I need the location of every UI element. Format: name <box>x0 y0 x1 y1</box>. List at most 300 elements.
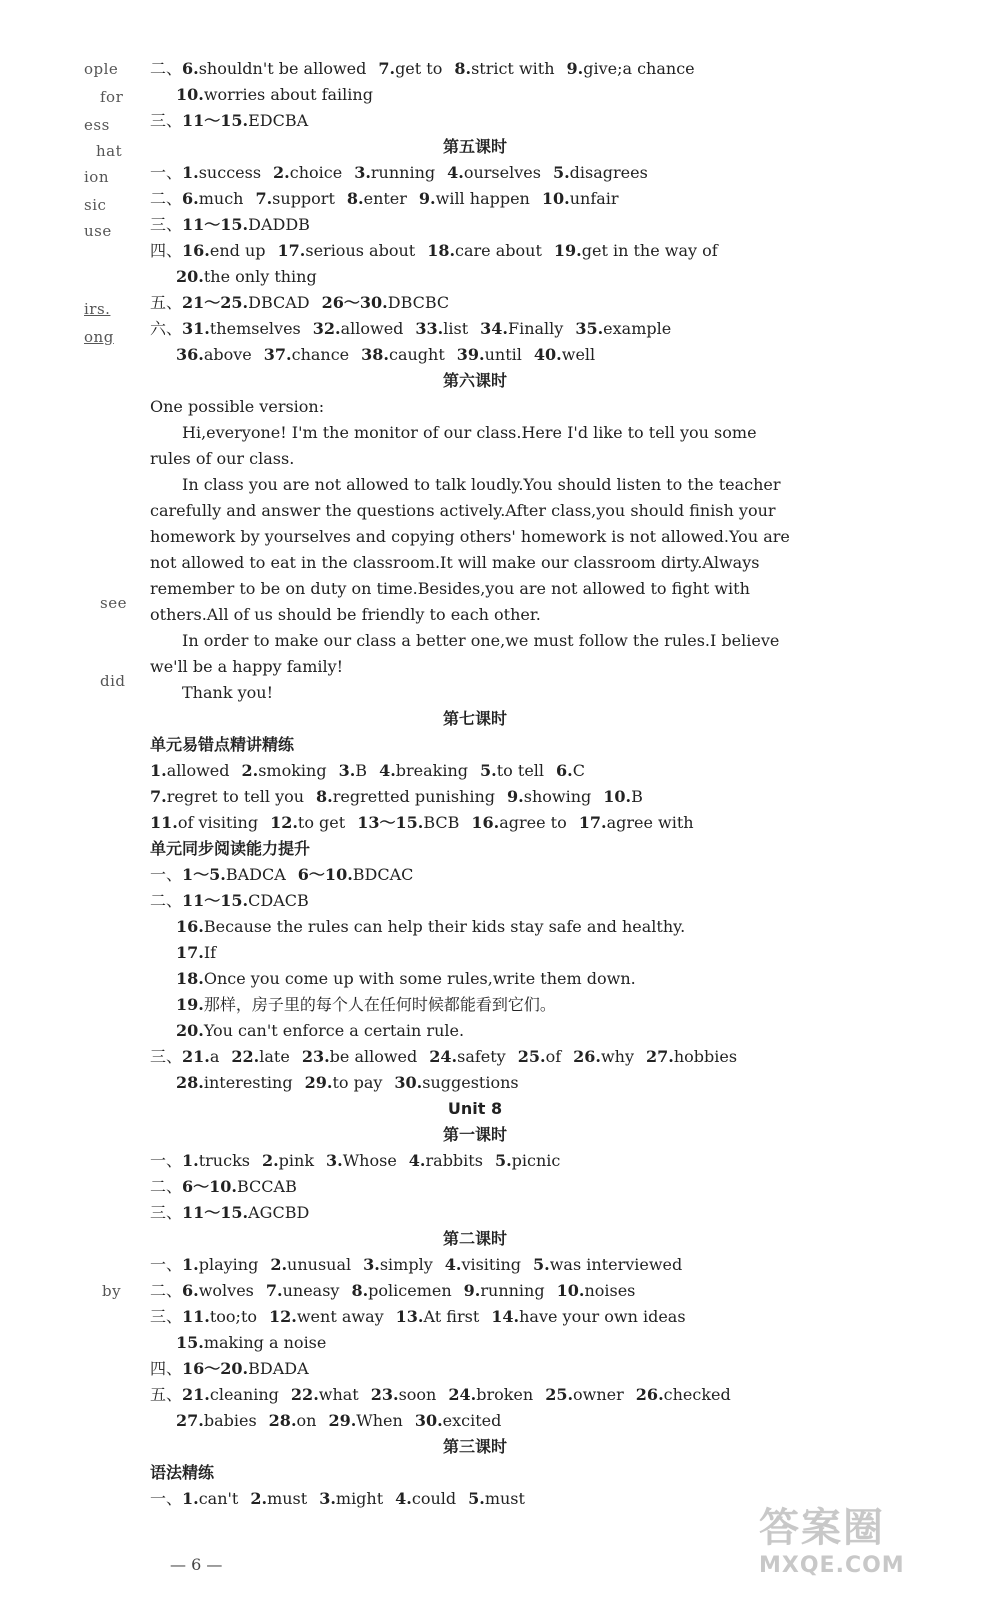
answer-text: on <box>296 1411 317 1430</box>
answer-text: simply <box>379 1255 433 1274</box>
part-label: 五、 <box>150 1385 183 1404</box>
answer-text: what <box>318 1385 359 1404</box>
answer-item <box>182 319 301 338</box>
answer-number: 4. <box>395 1489 412 1508</box>
answer-number: 12. <box>269 1307 297 1326</box>
answer-text: breaking <box>395 761 469 780</box>
answer-item <box>328 1411 402 1430</box>
answer-line <box>150 758 800 784</box>
answer-text: EDCBA <box>248 111 309 130</box>
answer-number: 28. <box>268 1411 297 1430</box>
answer-text: much <box>198 189 244 208</box>
answer-text: B <box>355 761 368 780</box>
answer-text: excited <box>442 1411 502 1430</box>
answer-number: 7. <box>255 189 273 208</box>
answer-text: Once you come up with some rules,write them down. <box>203 969 636 988</box>
answer-text: wolves <box>198 1281 254 1300</box>
answer-text: rabbits <box>425 1151 483 1170</box>
answer-line <box>150 1148 800 1174</box>
answer-number: 3. <box>354 163 371 182</box>
answer-number: 3. <box>319 1489 336 1508</box>
answer-text: caught <box>389 345 445 364</box>
answer-number: 23. <box>301 1047 330 1066</box>
answer-item <box>182 215 310 234</box>
essay-paragraph: Thank you! <box>182 683 274 702</box>
answer-text: ourselves <box>463 163 541 182</box>
answer-item <box>176 1333 326 1352</box>
part-label: 一、 <box>150 1255 183 1274</box>
answer-line <box>150 1382 800 1408</box>
answer-text: to tell <box>496 761 545 780</box>
answer-number: 9. <box>566 59 584 78</box>
answer-item <box>269 1411 317 1430</box>
answer-item <box>480 319 563 338</box>
answer-item <box>176 267 317 286</box>
answer-number: 6. <box>182 1281 199 1300</box>
answer-number: 5. <box>468 1489 485 1508</box>
answer-line <box>150 1174 800 1200</box>
answer-text: DBCBC <box>387 293 450 312</box>
answer-text: enter <box>363 189 407 208</box>
answer-number: 14. <box>491 1307 520 1326</box>
answer-number: 12. <box>270 813 298 832</box>
answer-text: support <box>272 189 335 208</box>
answer-item <box>150 787 304 806</box>
answer-number: 11～15. <box>182 1203 249 1222</box>
answer-text: DADDB <box>248 215 310 234</box>
answer-item <box>357 813 459 832</box>
answer-item <box>182 865 286 884</box>
answer-text: regretted punishing <box>332 787 496 806</box>
part-label: 三、 <box>150 215 183 234</box>
answer-item <box>351 1281 451 1300</box>
answer-number: 28. <box>176 1073 204 1092</box>
answer-item <box>319 1489 383 1508</box>
section-subheading: 语法精练 <box>150 1463 215 1482</box>
answer-item <box>182 891 309 910</box>
answer-text: visiting <box>461 1255 522 1274</box>
answer-text: trucks <box>198 1151 250 1170</box>
answer-number: 6. <box>182 59 199 78</box>
margin-fragment: sic <box>84 196 107 214</box>
answer-number: 1～5. <box>182 865 226 884</box>
answer-number: 10. <box>556 1281 585 1300</box>
margin-fragment: ople <box>84 60 119 78</box>
answer-number: 4. <box>379 761 396 780</box>
answer-number: 16. <box>176 917 204 936</box>
answer-item <box>464 1281 545 1300</box>
answer-number: 18. <box>427 241 456 260</box>
answer-line <box>150 1044 800 1070</box>
answer-text: You can't enforce a certain rule. <box>203 1021 465 1040</box>
answer-text: well <box>561 345 596 364</box>
watermark-logo-text: 答案圈 <box>759 1505 885 1551</box>
answer-item <box>491 1307 685 1326</box>
answer-number: 7. <box>150 787 167 806</box>
answer-number: 10. <box>176 85 204 104</box>
part-label: 一、 <box>150 1489 183 1508</box>
answer-text: CDACB <box>248 891 309 910</box>
answer-item <box>302 1047 417 1066</box>
answer-number: 1. <box>182 163 199 182</box>
answer-line <box>150 264 800 290</box>
section-heading: 第五课时 <box>442 137 507 156</box>
answer-item <box>480 761 544 780</box>
answer-number: 2. <box>250 1489 268 1508</box>
answer-item <box>316 787 495 806</box>
part-label: 六、 <box>150 319 183 338</box>
answer-item <box>176 969 636 988</box>
answer-text: cleaning <box>209 1385 279 1404</box>
part-label: 一、 <box>150 1151 183 1170</box>
answer-text: too;to <box>209 1307 258 1326</box>
answer-number: 39. <box>456 345 485 364</box>
answer-number: 29. <box>304 1073 333 1092</box>
answer-number: 1. <box>182 1151 199 1170</box>
margin-fragment: ong <box>84 328 114 346</box>
answer-text: could <box>411 1489 457 1508</box>
answer-item <box>636 1385 731 1404</box>
answer-text: must <box>267 1489 308 1508</box>
answer-item <box>182 293 310 312</box>
answer-text: running <box>370 163 436 182</box>
answer-text: Because the rules can help their kids stay safe and healthy. <box>203 917 686 936</box>
answer-line <box>150 316 800 342</box>
answer-text: allowed <box>166 761 230 780</box>
answer-item <box>242 761 327 780</box>
part-label: 四、 <box>150 241 183 260</box>
answer-line <box>150 56 800 82</box>
answer-text: policemen <box>368 1281 452 1300</box>
answer-text: get to <box>395 59 443 78</box>
answer-item <box>471 813 566 832</box>
answer-number: 17. <box>277 241 306 260</box>
answer-content <box>150 56 800 1512</box>
answer-number: 22. <box>231 1047 260 1066</box>
answer-text: list <box>443 319 469 338</box>
answer-number: 19. <box>553 241 582 260</box>
model-essay <box>150 394 800 706</box>
answer-text: making a noise <box>203 1333 327 1352</box>
answer-item <box>448 1385 533 1404</box>
answer-item <box>495 1151 560 1170</box>
answer-text: went away <box>296 1307 384 1326</box>
answer-item <box>429 1047 505 1066</box>
answer-text: BDADA <box>248 1359 309 1378</box>
answer-item <box>176 85 373 104</box>
answer-line <box>150 1486 800 1512</box>
answer-number: 8. <box>316 787 333 806</box>
part-label: 二、 <box>150 59 183 78</box>
answer-number: 25. <box>545 1385 574 1404</box>
answer-line <box>150 1304 800 1330</box>
answer-number: 27. <box>646 1047 674 1066</box>
watermark-site-text: MXQE.COM <box>759 1553 905 1578</box>
answer-item <box>395 1489 456 1508</box>
answer-number: 24. <box>448 1385 477 1404</box>
answer-item <box>378 59 442 78</box>
answer-text: until <box>484 345 522 364</box>
answer-line <box>150 108 800 134</box>
answer-number: 20. <box>176 1021 204 1040</box>
answer-line <box>150 992 800 1018</box>
answer-text: B <box>631 787 643 806</box>
answer-item <box>270 1255 351 1274</box>
answer-text: broken <box>476 1385 534 1404</box>
answer-text: babies <box>203 1411 257 1430</box>
answer-item <box>182 1359 309 1378</box>
answer-text: When <box>356 1411 403 1430</box>
answer-number: 29. <box>328 1411 357 1430</box>
answer-item <box>415 319 468 338</box>
answer-number: 37. <box>263 345 292 364</box>
answer-item <box>557 1281 636 1300</box>
margin-fragment: use <box>84 222 112 240</box>
answer-line <box>150 784 800 810</box>
answer-number: 20. <box>176 267 204 286</box>
answer-item <box>182 1151 250 1170</box>
answer-item <box>182 1489 238 1508</box>
answer-item <box>182 1203 309 1222</box>
answer-number: 6～10. <box>182 1177 237 1196</box>
answer-item <box>262 1151 314 1170</box>
answer-item <box>182 1307 257 1326</box>
answer-item <box>305 1073 383 1092</box>
answer-item <box>273 163 342 182</box>
answer-line <box>150 1278 800 1304</box>
answer-text: will happen <box>435 189 530 208</box>
answer-number: 17. <box>578 813 607 832</box>
section-heading: 第七课时 <box>442 709 507 728</box>
answer-number: 2. <box>241 761 259 780</box>
answer-item <box>298 865 414 884</box>
answer-line <box>150 940 800 966</box>
answer-item <box>553 163 648 182</box>
answer-text: BADCA <box>225 865 286 884</box>
answer-item <box>182 241 266 260</box>
part-label: 二、 <box>150 891 183 910</box>
answer-line <box>150 888 800 914</box>
answer-line <box>150 290 800 316</box>
answer-text: interesting <box>203 1073 293 1092</box>
answer-text: unfair <box>569 189 619 208</box>
site-watermark <box>759 1496 959 1586</box>
answer-item <box>468 1489 525 1508</box>
answer-number: 7. <box>378 59 396 78</box>
answer-item <box>361 345 445 364</box>
part-label: 二、 <box>150 1177 183 1196</box>
answer-number: 30. <box>394 1073 423 1092</box>
answer-text: unusual <box>287 1255 352 1274</box>
answer-text: themselves <box>209 319 301 338</box>
answer-item <box>339 761 367 780</box>
answer-number: 23. <box>370 1385 399 1404</box>
answer-text: why <box>600 1047 635 1066</box>
answer-number: 6. <box>556 761 573 780</box>
answer-text: BCB <box>423 813 460 832</box>
answer-item <box>415 1411 502 1430</box>
answer-text: end up <box>209 241 266 260</box>
answer-text: showing <box>523 787 592 806</box>
margin-fragment: by <box>102 1282 122 1300</box>
answer-number: 8. <box>454 59 472 78</box>
answer-number: 9. <box>463 1281 481 1300</box>
answer-item <box>347 189 407 208</box>
answer-item <box>603 787 643 806</box>
answer-number: 32. <box>312 319 341 338</box>
answer-number: 38. <box>361 345 389 364</box>
answer-number: 26～30. <box>321 293 388 312</box>
answer-item <box>427 241 542 260</box>
answer-number: 5. <box>494 1151 512 1170</box>
answer-text: BDCAC <box>352 865 414 884</box>
answer-item <box>379 761 468 780</box>
answer-text: above <box>203 345 252 364</box>
answer-text: pink <box>278 1151 315 1170</box>
page-number: — 6 — <box>170 1555 223 1574</box>
answer-line <box>150 1408 800 1434</box>
answer-item <box>554 241 718 260</box>
answer-text: success <box>198 163 262 182</box>
answer-text: uneasy <box>282 1281 340 1300</box>
part-label: 三、 <box>150 111 183 130</box>
part-label: 五、 <box>150 293 183 312</box>
answer-text: the only thing <box>203 267 317 286</box>
answer-item <box>575 319 671 338</box>
answer-number: 35. <box>575 319 604 338</box>
answer-item <box>182 111 308 130</box>
answer-number: 4. <box>444 1255 462 1274</box>
answer-item <box>182 163 261 182</box>
answer-item <box>270 813 345 832</box>
answer-number: 5. <box>480 761 497 780</box>
answer-item <box>231 1047 289 1066</box>
answer-number: 3. <box>326 1151 343 1170</box>
answer-text: to get <box>297 813 346 832</box>
answer-text: worries about failing <box>203 85 373 104</box>
answer-item <box>409 1151 483 1170</box>
answer-item <box>533 1255 682 1274</box>
answer-number: 2. <box>270 1255 288 1274</box>
answer-number: 7. <box>265 1281 283 1300</box>
answer-text: Whose <box>342 1151 397 1170</box>
essay-paragraph: In order to make our class a better one,we must follow the rules.I believe we'll be a happy family! <box>150 631 780 676</box>
answer-number: 40. <box>533 345 562 364</box>
margin-fragment: irs. <box>84 300 111 318</box>
answer-text: AGCBD <box>248 1203 310 1222</box>
answer-text: agree with <box>606 813 694 832</box>
essay-paragraph: Hi,everyone! I'm the monitor of our class.Here I'd like to tell you some rules of our class. <box>150 423 757 468</box>
section-subheading: 单元同步阅读能力提升 <box>150 839 311 858</box>
answer-text: get in the way of <box>581 241 718 260</box>
answer-item <box>176 1411 257 1430</box>
answer-line <box>150 1356 800 1382</box>
answer-number: 26. <box>573 1047 601 1066</box>
answer-number: 1. <box>182 1489 199 1508</box>
answer-item <box>182 1177 297 1196</box>
answer-line <box>150 862 800 888</box>
answer-number: 1. <box>150 761 167 780</box>
answer-text: owner <box>573 1385 624 1404</box>
answer-number: 6～10. <box>297 865 353 884</box>
answer-text: If <box>203 943 217 962</box>
section-heading: 第一课时 <box>442 1125 507 1144</box>
margin-fragment: ess <box>84 116 110 134</box>
margin-fragment: did <box>100 672 126 690</box>
answer-number: 13～15. <box>357 813 424 832</box>
essay-paragraph: In class you are not allowed to talk loudly.You should listen to the teacher carefully and answer the questions actively.After class,you should finish your homework by yourselves and copying others' homework is not allowed.You are not allowed to eat in the classroom.It will make our classroom dirty.Always remember to be on duty on time.Besides,you are not allowed to fight with others.All of us should be friendly to each other. <box>150 475 790 624</box>
answer-text: checked <box>663 1385 731 1404</box>
answer-text: disagrees <box>569 163 648 182</box>
answer-item <box>419 189 530 208</box>
answer-line <box>150 1070 800 1096</box>
answer-number: 4. <box>408 1151 426 1170</box>
answer-item <box>542 189 619 208</box>
answer-number: 16～20. <box>182 1359 249 1378</box>
answer-number: 10. <box>541 189 570 208</box>
answer-item <box>396 1307 480 1326</box>
margin-fragment: ion <box>84 168 109 186</box>
margin-fragment: for <box>100 88 124 106</box>
answer-item <box>176 345 252 364</box>
answer-line <box>150 82 800 108</box>
answer-number: 22. <box>290 1385 319 1404</box>
section-heading: 第六课时 <box>442 371 507 390</box>
part-label: 四、 <box>150 1359 183 1378</box>
answer-item <box>579 813 694 832</box>
answer-text: was interviewed <box>549 1255 683 1274</box>
answer-item <box>354 163 435 182</box>
answer-number: 30. <box>414 1411 443 1430</box>
answer-text: might <box>335 1489 384 1508</box>
margin-fragment: hat <box>96 142 123 160</box>
answer-number: 21. <box>182 1385 210 1404</box>
answer-number: 27. <box>176 1411 204 1430</box>
part-label: 二、 <box>150 1281 183 1300</box>
answer-item <box>182 59 366 78</box>
answer-item <box>176 995 556 1014</box>
answer-number: 6. <box>182 189 199 208</box>
answer-text: BCCAB <box>237 1177 297 1196</box>
answer-number: 11～15. <box>182 891 249 910</box>
answer-item <box>182 189 243 208</box>
answer-item <box>176 1073 293 1092</box>
answer-text: Finally <box>507 319 564 338</box>
answer-number: 3. <box>363 1255 380 1274</box>
answer-text: noises <box>584 1281 636 1300</box>
answer-text: allowed <box>340 319 404 338</box>
answer-number: 13. <box>395 1307 424 1326</box>
answer-item <box>573 1047 634 1066</box>
answer-item <box>394 1073 518 1092</box>
part-label: 三、 <box>150 1203 183 1222</box>
answer-item <box>507 787 591 806</box>
answer-item <box>313 319 404 338</box>
answer-text: care about <box>455 241 542 260</box>
answer-item <box>150 761 230 780</box>
answer-number: 11～15. <box>182 111 249 130</box>
answer-item <box>264 345 349 364</box>
section-heading: 第二课时 <box>442 1229 507 1248</box>
answer-text: picnic <box>511 1151 561 1170</box>
part-label: 二、 <box>150 189 183 208</box>
answer-number: 2. <box>261 1151 279 1170</box>
answer-item <box>457 345 522 364</box>
margin-fragment: see <box>100 594 127 612</box>
answer-number: 19. <box>176 995 204 1014</box>
answer-text: can't <box>198 1489 239 1508</box>
answer-item <box>326 1151 397 1170</box>
